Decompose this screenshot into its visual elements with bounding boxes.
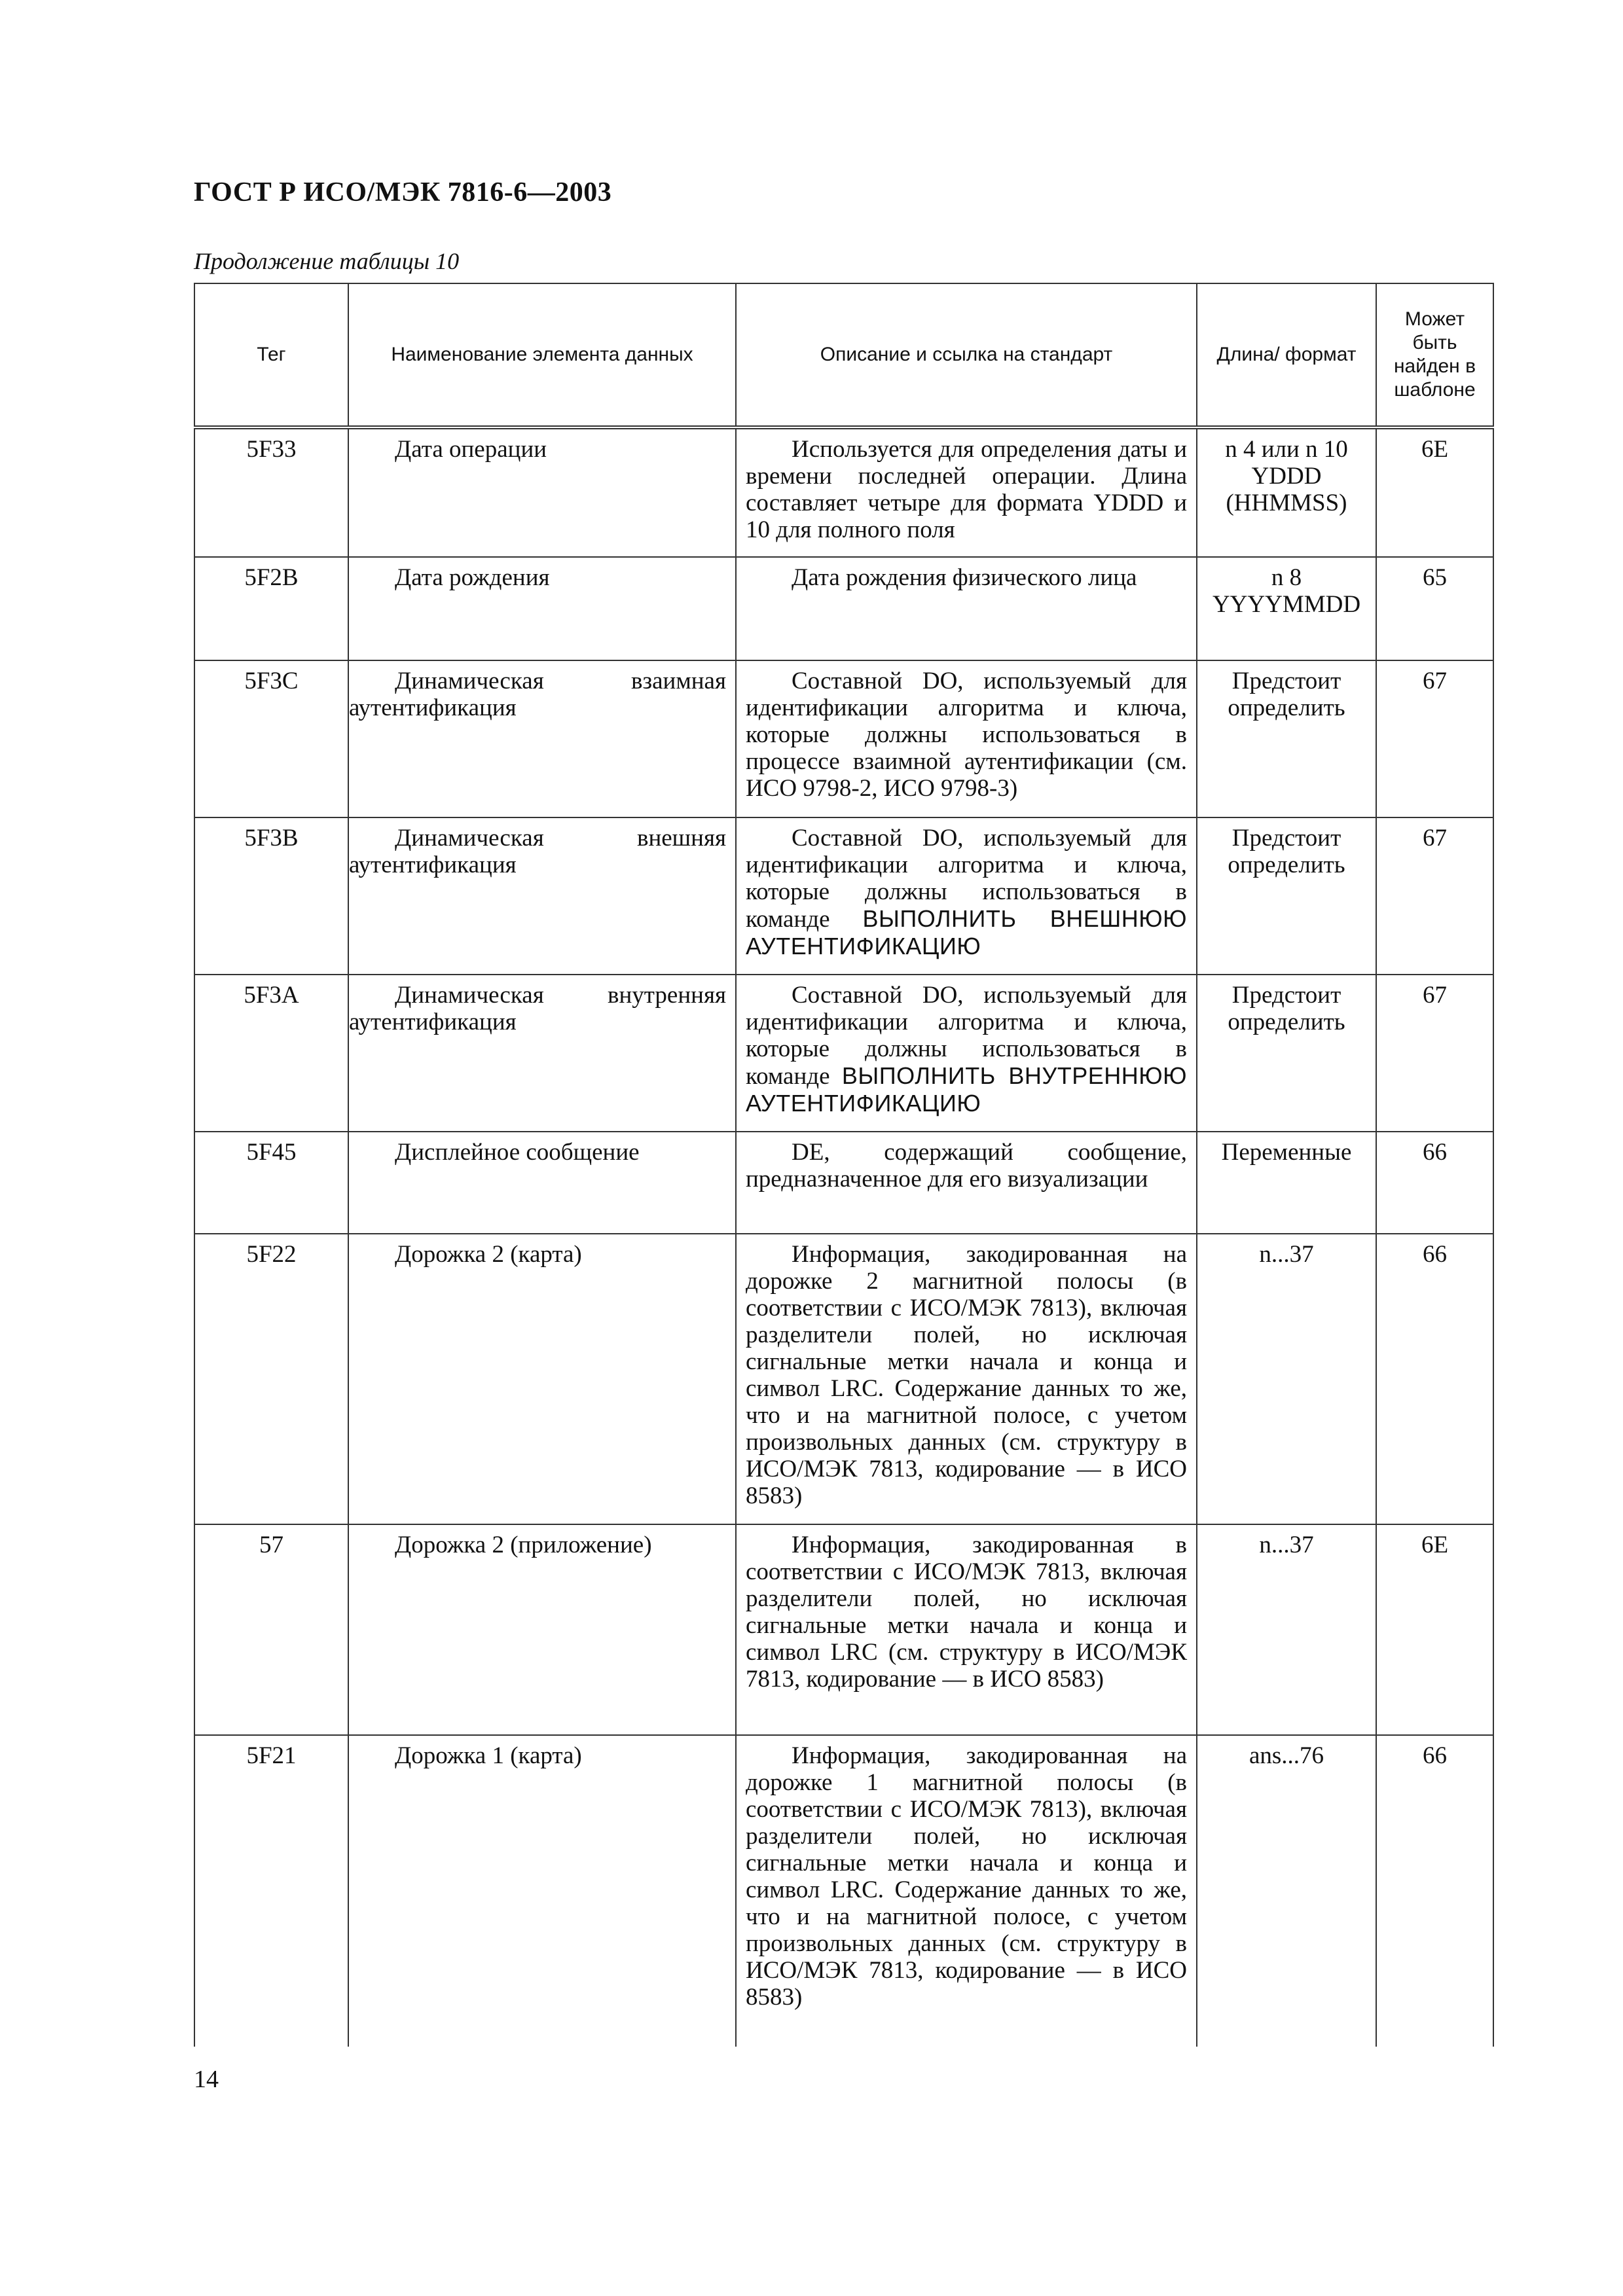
cell-description: Информация, закодированная в соответствии с ИСО/МЭК 7813, включая разделители полей, но исключая сигнальные метки начала и конца и символ LRC (см. структуру в ИСО/МЭК 7813, кодирование — в ИСО 8583) bbox=[736, 1524, 1197, 1735]
table-caption: Продолжение таблицы 10 bbox=[194, 248, 460, 274]
cell-name: Дата рождения bbox=[348, 557, 736, 660]
cell-tag: 5F22 bbox=[194, 1234, 348, 1524]
cell-description bbox=[736, 975, 1197, 1132]
cell-description: Составной DO, используемый для идентификации алгоритма и ключа, которые должны использоваться в процессе взаимной аутентификации (см. ИСО 9798-2, ИСО 9798-3) bbox=[736, 660, 1197, 817]
table-row bbox=[194, 557, 1493, 660]
cell-length: Переменные bbox=[1197, 1132, 1376, 1234]
cell-length: ans...76 bbox=[1197, 1735, 1376, 2047]
cell-name: Дорожка 2 (карта) bbox=[348, 1234, 736, 1524]
cell-template: 66 bbox=[1376, 1234, 1493, 1524]
cell-name bbox=[348, 817, 736, 975]
cell-tag: 57 bbox=[194, 1524, 348, 1735]
cell-template: 66 bbox=[1376, 1735, 1493, 2047]
cell-name: Дорожка 1 (карта) bbox=[348, 1735, 736, 2047]
cell-length: Предстоит определить bbox=[1197, 817, 1376, 975]
cell-name: Дисплейное сообщение bbox=[348, 1132, 736, 1234]
cell-name: Дата операции bbox=[348, 427, 736, 557]
cell-tag: 5F3B bbox=[194, 817, 348, 975]
header-description: Описание и ссылка на стандарт bbox=[736, 283, 1197, 427]
cell-description: Информация, закодированная на дорожке 1 магнитной полосы (в соответствии с ИСО/МЭК 7813), включая разделители полей, но исключая сигнальные метки начала и конца и символ LRC. Содержание данных то же, что и на магнитной полосе, с учетом произвольных данных (см. структуру в ИСО/МЭК 7813, кодирование — в ИСО 8583) bbox=[736, 1735, 1197, 2047]
cell-template: 67 bbox=[1376, 975, 1493, 1132]
cell-template: 67 bbox=[1376, 817, 1493, 975]
cell-description: DE, содержащий сообщение, предназначенное для его визуализации bbox=[736, 1132, 1197, 1234]
name-text: Динамическая взаимная аутентификация bbox=[349, 668, 726, 721]
header-name: Наименование элемента данных bbox=[348, 283, 736, 427]
cell-tag: 5F21 bbox=[194, 1735, 348, 2047]
header-tag: Тег bbox=[194, 283, 348, 427]
cell-description bbox=[736, 817, 1197, 975]
cell-tag: 5F2B bbox=[194, 557, 348, 660]
cell-template: 65 bbox=[1376, 557, 1493, 660]
command-name: ВЫПОЛНИТЬ ВНУТРЕННЮЮ АУТЕНТИФИКАЦИЮ bbox=[746, 1062, 1187, 1117]
cell-description: Информация, закодированная на дорожке 2 магнитной полосы (в соответствии с ИСО/МЭК 7813), включая разделители полей, но исключая сигнальные метки начала и конца и символ LRC. Содержание данных то же, что и на магнитной полосе, с учетом произвольных данных (см. структуру в ИСО/МЭК 7813, кодирование — в ИСО 8583) bbox=[736, 1234, 1197, 1524]
cell-name: Дорожка 2 (приложение) bbox=[348, 1524, 736, 1735]
table-row bbox=[194, 1735, 1493, 2047]
table-row bbox=[194, 1132, 1493, 1234]
cell-name bbox=[348, 660, 736, 817]
cell-tag: 5F3A bbox=[194, 975, 348, 1132]
cell-length: Предстоит определить bbox=[1197, 975, 1376, 1132]
cell-template: 6E bbox=[1376, 427, 1493, 557]
cell-template: 6E bbox=[1376, 1524, 1493, 1735]
table-row bbox=[194, 975, 1493, 1132]
cell-name bbox=[348, 975, 736, 1132]
name-text: Динамическая внешняя аутентификация bbox=[349, 825, 726, 878]
data-elements-table bbox=[194, 283, 1494, 2047]
cell-length: n...37 bbox=[1197, 1524, 1376, 1735]
header-template: Может быть найден в шаблоне bbox=[1376, 283, 1493, 427]
cell-template: 67 bbox=[1376, 660, 1493, 817]
table-row bbox=[194, 660, 1493, 817]
cell-length: n 4 или n 10 YDDD (HHMMSS) bbox=[1197, 427, 1376, 557]
cell-template: 66 bbox=[1376, 1132, 1493, 1234]
cell-description: Используется для определения даты и времени последней операции. Длина составляет четыре для формата YDDD и 10 для полного поля bbox=[736, 427, 1197, 557]
description-text: Составной DO, используемый для идентификации алгоритма и ключа, которые должны использоваться в команде bbox=[746, 982, 1187, 1090]
document-title: ГОСТ Р ИСО/МЭК 7816-6—2003 bbox=[194, 177, 612, 207]
cell-description: Дата рождения физического лица bbox=[736, 557, 1197, 660]
cell-length: Предстоит определить bbox=[1197, 660, 1376, 817]
table-row bbox=[194, 427, 1493, 557]
table-header-row bbox=[194, 283, 1493, 427]
cell-tag: 5F3C bbox=[194, 660, 348, 817]
table-row bbox=[194, 817, 1493, 975]
description-text: Составной DO, используемый для идентификации алгоритма и ключа, которые должны использоваться в команде bbox=[746, 825, 1187, 933]
cell-length: n 8 YYYYMMDD bbox=[1197, 557, 1376, 660]
name-text: Динамическая внутренняя аутентификация bbox=[349, 982, 726, 1035]
command-name: ВЫПОЛНИТЬ ВНЕШНЮЮ АУТЕНТИФИКАЦИЮ bbox=[746, 905, 1187, 960]
cell-tag: 5F33 bbox=[194, 427, 348, 557]
table-row bbox=[194, 1524, 1493, 1735]
header-length: Длина/ формат bbox=[1197, 283, 1376, 427]
cell-tag: 5F45 bbox=[194, 1132, 348, 1234]
cell-length: n...37 bbox=[1197, 1234, 1376, 1524]
table-row bbox=[194, 1234, 1493, 1524]
page-number: 14 bbox=[194, 2066, 219, 2093]
